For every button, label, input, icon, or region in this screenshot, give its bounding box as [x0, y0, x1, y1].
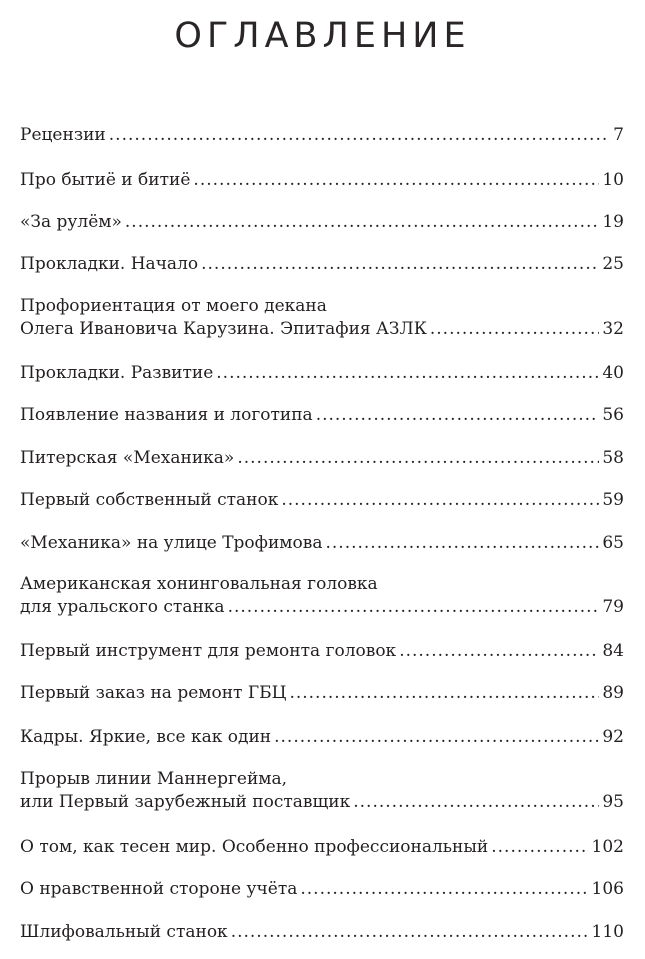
toc-entry: [20, 295, 624, 341]
toc-page-number: 59: [602, 490, 624, 510]
toc-page-number: 95: [602, 792, 624, 812]
toc-entry-title: Олега Ивановича Карузина. Эпитафия АЗЛК: [20, 319, 427, 339]
toc-row: [20, 921, 624, 944]
toc-entry: [20, 489, 624, 512]
toc-page-number: 65: [602, 533, 624, 553]
toc-entry: [20, 447, 624, 470]
dot-leader: [281, 489, 599, 512]
toc-entry: [20, 211, 624, 234]
toc-entry: [20, 404, 624, 427]
toc-row: [20, 726, 624, 749]
toc-page-number: 56: [602, 405, 624, 425]
toc-page-number: 40: [602, 363, 624, 383]
dot-leader: [274, 726, 599, 749]
toc-entry-title: Кадры. Яркие, все как один: [20, 727, 272, 747]
dot-leader: [430, 318, 600, 341]
toc-row: [20, 211, 624, 234]
toc-row: [20, 596, 624, 619]
toc-page-number: 7: [613, 125, 624, 145]
dot-leader: [231, 921, 589, 944]
toc-page-number: 58: [602, 448, 624, 468]
dot-leader: [193, 169, 599, 192]
toc-entry: [20, 640, 624, 663]
toc-entry-title: Шлифовальный станок: [20, 922, 228, 942]
dot-leader: [201, 253, 599, 276]
toc-row: [20, 489, 624, 512]
toc-row: [20, 532, 624, 555]
toc-entry-title: Про бытиё и битиё: [20, 170, 191, 190]
toc-page-number: 25: [602, 254, 624, 274]
toc-entry-title: или Первый зарубежный поставщик: [20, 792, 351, 812]
toc-entry-title: Прокладки. Начало: [20, 254, 199, 274]
toc-entry: [20, 836, 624, 859]
dot-leader: [109, 124, 610, 147]
toc-entry-title: Прокладки. Развитие: [20, 363, 214, 383]
dot-leader: [125, 211, 599, 234]
toc-row: [20, 124, 624, 147]
toc-entry: [20, 124, 624, 147]
toc-entry-title: Питерская «Механика»: [20, 448, 235, 468]
toc-page-number: 19: [602, 212, 624, 232]
toc-entry-title-line1: Американская хонинговальная головка: [20, 574, 378, 594]
toc-page-number: 102: [591, 837, 624, 857]
toc-row: [20, 404, 624, 427]
toc-entry-title-line1: Прорыв линии Маннергейма,: [20, 769, 288, 789]
toc-page-number: 84: [602, 641, 624, 661]
page-title: ОГЛАВЛЕНИЕ: [174, 16, 471, 56]
dot-leader: [228, 596, 600, 619]
dot-leader: [289, 682, 599, 705]
dot-leader: [491, 836, 588, 859]
toc-row: [20, 169, 624, 192]
toc-entry-title: Первый собственный станок: [20, 490, 279, 510]
dot-leader: [353, 791, 599, 814]
dot-leader: [300, 878, 588, 901]
toc-entry-title: О нравственной стороне учёта: [20, 879, 298, 899]
toc-row: [20, 362, 624, 385]
toc-entry: [20, 532, 624, 555]
toc-page-number: 106: [591, 879, 624, 899]
toc-page-number: 92: [602, 727, 624, 747]
toc-entry: [20, 726, 624, 749]
toc-row: [20, 447, 624, 470]
toc-entry-title: «Механика» на улице Трофимова: [20, 533, 323, 553]
toc-row: [20, 878, 624, 901]
dot-leader: [399, 640, 599, 663]
toc-entry: [20, 682, 624, 705]
toc-page-number: 89: [602, 683, 624, 703]
toc-page-number: 32: [602, 319, 624, 339]
toc-entry-title: О том, как тесен мир. Особенно профессиональный: [20, 837, 489, 857]
dot-leader: [316, 404, 600, 427]
dot-leader: [325, 532, 599, 555]
toc-page-number: 79: [602, 597, 624, 617]
toc-entry: [20, 878, 624, 901]
toc-entry-title: Первый заказ на ремонт ГБЦ: [20, 683, 287, 703]
toc-entry-title-line1: Профориентация от моего декана: [20, 296, 327, 316]
toc-row: [20, 836, 624, 859]
toc-row: [20, 791, 624, 814]
toc-entry: [20, 921, 624, 944]
toc-row: [20, 682, 624, 705]
toc-row: [20, 318, 624, 341]
toc-row: [20, 640, 624, 663]
dot-leader: [237, 447, 599, 470]
dot-leader: [216, 362, 599, 385]
toc-entry: [20, 169, 624, 192]
toc-entry: [20, 573, 624, 619]
toc-entry-title: Первый инструмент для ремонта головок: [20, 641, 397, 661]
toc-entry: [20, 253, 624, 276]
toc-entry-title: для уральского станка: [20, 597, 225, 617]
toc-entry: [20, 362, 624, 385]
toc-page-number: 110: [591, 922, 624, 942]
toc-page-number: 10: [602, 170, 624, 190]
toc-entry-title: Появление названия и логотипа: [20, 405, 313, 425]
toc-entry: [20, 768, 624, 814]
toc-entry-title: Рецензии: [20, 125, 106, 145]
toc-entry-title: «За рулём»: [20, 212, 122, 232]
toc-row: [20, 253, 624, 276]
